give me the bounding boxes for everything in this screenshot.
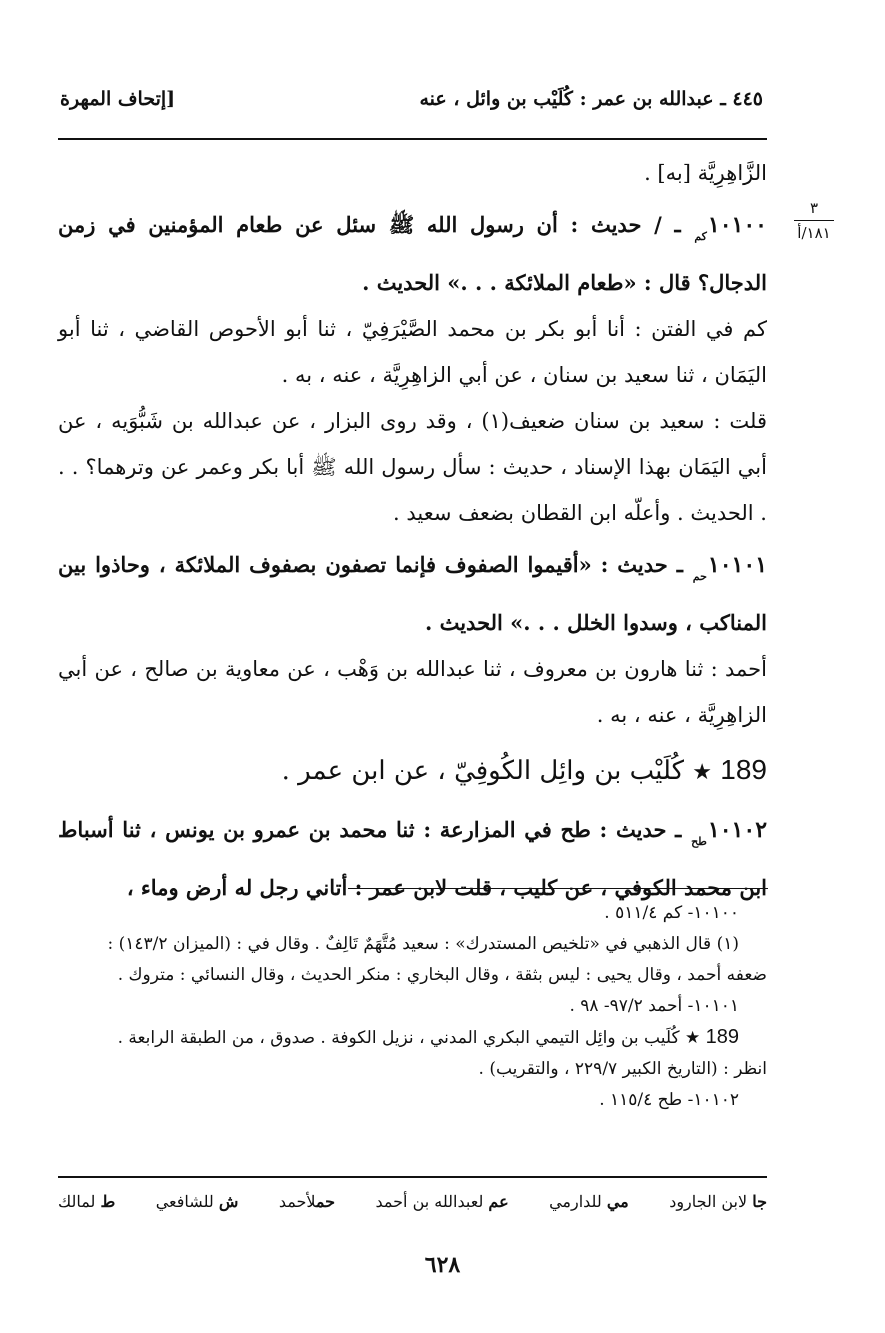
source-siglum: كم [694, 230, 707, 243]
narrator-number: 189 [720, 754, 767, 785]
hadith-number: ١٠١٠٢ [707, 817, 768, 843]
margin-note-divider [794, 220, 834, 221]
abbreviation-item: ش للشافعي [155, 1192, 239, 1211]
margin-note-bottom: ١٨١/أ [797, 224, 831, 242]
abbreviation-item: ط لمالك [58, 1192, 116, 1211]
footnote-line: ١٠١٠٠- كم ٥١١/٤ . [604, 903, 739, 923]
hadith-entry-10101 [58, 542, 767, 646]
hadith-text: ـ / حديث : أن رسول الله ﷺ سئل عن طعام المؤمنين في زمن الدجال؟ قال : «طعام الملائكة . . .» الحديث . [58, 212, 767, 295]
main-text [58, 150, 767, 911]
commentary-paragraph: قلت : سعيد بن سنان ضعيف(١) ، وقد روى البزار ، عن عبدالله بن شَبُّوَيه ، عن أبي اليَمَان بهذا الإسناد ، حديث : سأل رسول الله ﷺ أبا بكر وعمر عن وترهما؟ . . . الحديث . وأعلّه ابن القطان بضعف سعيد . [58, 409, 767, 525]
abbreviation-item: حملأحمد [278, 1192, 336, 1211]
hadith-number: ١٠١٠١ [707, 552, 768, 578]
running-header-book: [إتحاف المهرة [60, 88, 176, 110]
source-siglum: حم [692, 570, 707, 583]
abbreviation-item: عم لعبدالله بن أحمد [375, 1192, 509, 1211]
footnote-line: ١٠١٠١- أحمد ٩٧/٢- ٩٨ . [569, 996, 739, 1016]
margin-note-top: ٣ [809, 199, 819, 217]
hadith-entry-10100 [58, 202, 767, 306]
running-header-title: ٤٤٥ ـ عبدالله بن عمر : كُلَيْب بن وائل ، عنه [419, 88, 763, 110]
hadith-text: ـ حديث : «أقيموا الصفوف فإنما تصفون بصفوف الملائكة ، وحاذوا بين المناكب ، وسدوا الخلل . . .» الحديث . [58, 552, 767, 635]
margin-note [789, 198, 839, 243]
star-icon: ★ [692, 760, 713, 785]
footnotes [58, 898, 767, 1116]
footnote-line: (١) قال الذهبي في «تلخيص المستدرك» : سعيد مُتَّهَمٌ تَالِفٌ . وقال في : (الميزان ١٤٣/٢) : [107, 934, 739, 954]
footnote-rule [348, 888, 768, 889]
footnote-line: انظر : (التاريخ الكبير ٢٢٩/٧ ، والتقريب) . [478, 1059, 767, 1079]
hadith-number: ١٠١٠٠ [707, 212, 767, 238]
isnad-paragraph: كم في الفتن : أنا أبو بكر بن محمد الصَّيْرَفِيّ ، ثنا أبو الأحوص القاضي ، ثنا أبو اليَمَان ، ثنا سعيد بن سنان ، عن أبي الزاهِرِيَّة ، عنه ، به . [58, 317, 767, 387]
abbreviation-key [58, 1192, 767, 1211]
narrator-heading [58, 742, 767, 801]
continuation-line: الزَّاهِرِيَّة [به] . [644, 161, 767, 185]
source-siglum: طح [691, 835, 707, 848]
hadith-text: ـ حديث : طح في المزارعة : ثنا محمد بن عمرو بن يونس ، ثنا أسباط ابن محمد الكوفي ، عن كليب ، قلت لابن عمر : أتاني رجل له أرض وماء ، [58, 817, 767, 900]
narrator-name: كُلَيْب بن وائِل الكُوفِيّ ، عن ابن عمر . [281, 756, 685, 786]
footnote-line [58, 1022, 767, 1054]
abbreviations-rule [58, 1176, 767, 1178]
footnote-text: كُلَيب بن وائِل التيمي البكري المدني ، نزيل الكوفة . صدوق ، من الطبقة الرابعة . [117, 1028, 680, 1048]
footnote-line: ١٠١٠٢- طح ١١٥/٤ . [599, 1090, 739, 1110]
star-icon: ★ [684, 1028, 701, 1048]
narrator-number: 189 [705, 1026, 739, 1048]
header-rule [58, 138, 767, 140]
hadith-entry-10102 [58, 807, 767, 911]
page-number: ٦٢٨ [424, 1252, 461, 1278]
abbreviation-item: مي للدارمي [549, 1192, 629, 1211]
isnad-paragraph: أحمد : ثنا هارون بن معروف ، ثنا عبدالله بن وَهْب ، عن معاوية بن صالح ، عن أبي الزاهِرِيَّة ، عنه ، به . [58, 657, 767, 727]
abbreviation-item: جا لابن الجارود [669, 1192, 767, 1211]
footnote-line: ضعفه أحمد ، وقال يحيى : ليس بثقة ، وقال البخاري : منكر الحديث ، وقال النسائي : متروك . [117, 965, 767, 985]
